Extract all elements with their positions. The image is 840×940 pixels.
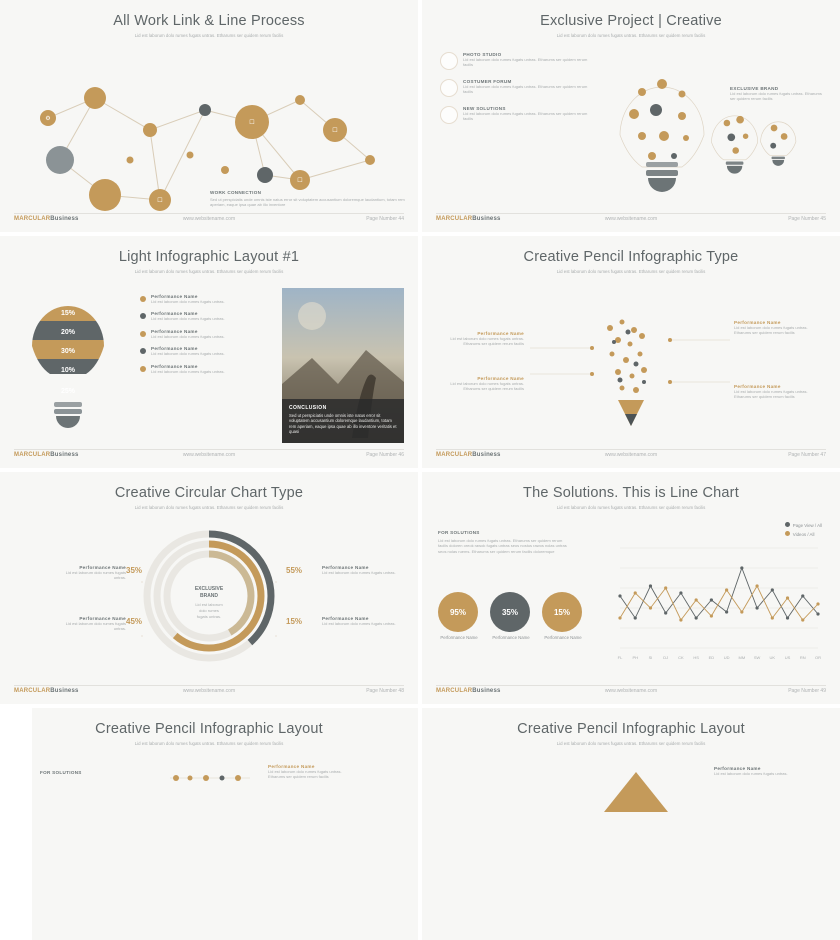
label-body: Lid est laborum dolo rumes fugats untras. bbox=[714, 771, 788, 776]
footer-page-number: Page Number 47 bbox=[788, 452, 826, 458]
label-body: Lid est laborum dolo rumes fugats untras. Etharums ser quidem rerum facilis bbox=[734, 389, 808, 400]
circle-icon bbox=[440, 52, 458, 70]
label-heading: Performance Name bbox=[477, 376, 524, 381]
right-heading: EXCLUSIVE BRAND bbox=[730, 86, 779, 91]
brand-logo: MARCULARBusiness bbox=[436, 452, 501, 458]
footer-page-number: Page Number 49 bbox=[788, 688, 826, 694]
footer-divider bbox=[14, 685, 404, 686]
page-subtitle: Lid est laborum dolo rumes fugats untras. Etharums ser quidem rerum facilis bbox=[556, 33, 706, 38]
svg-text:HS: HS bbox=[693, 655, 699, 660]
pencil-dot-diagram bbox=[422, 278, 840, 443]
kpi-item[interactable] bbox=[490, 592, 532, 640]
kpi-value: 95% bbox=[449, 607, 466, 617]
stat-heading: Performance Name bbox=[322, 565, 369, 570]
page-title: The Solutions. This is Line Chart bbox=[523, 485, 739, 501]
slide-footer bbox=[0, 688, 418, 698]
perf-name: Performance Name bbox=[151, 363, 198, 369]
brand-logo: MARCULARBusiness bbox=[14, 452, 79, 458]
label-body: Lid est laborum dolo rumes fugats untras. Etharums ser quidem rerum facilis bbox=[450, 381, 524, 392]
side-heading: FOR SOLUTIONS bbox=[438, 530, 480, 535]
label-body: Lid est laborum dolo rumes fugats untras. Etharums ser quidem rerum facilis bbox=[268, 769, 342, 780]
perf-body: Lid est laborum dolo rumes fugats untras. bbox=[151, 351, 225, 357]
footer-website: www.websitename.com bbox=[182, 216, 236, 222]
kpi-label: Performance Name bbox=[492, 635, 530, 640]
footer-divider bbox=[14, 213, 404, 214]
slide-the-solutions-line-chart[interactable] bbox=[422, 472, 840, 704]
perf-name: Performance Name bbox=[151, 346, 198, 352]
bullet-dot-icon bbox=[140, 331, 146, 337]
list-item[interactable] bbox=[440, 52, 590, 70]
stat-body: Lid est laborum dolo rumes fugats untras. bbox=[322, 570, 396, 575]
circle-icon bbox=[440, 106, 458, 124]
circular-chart bbox=[129, 524, 289, 674]
label-heading: Performance Name bbox=[268, 764, 315, 769]
svg-text:DJ: DJ bbox=[663, 655, 669, 660]
page-subtitle: Lid est laborum dolo rumes fugats untras. Etharums ser quidem rerum facilis bbox=[134, 505, 284, 510]
slide-creative-pencil-infographic-layout-b[interactable] bbox=[422, 708, 840, 940]
footer-page-number: Page Number 48 bbox=[366, 688, 404, 694]
photo-image bbox=[282, 288, 404, 443]
kpi-item[interactable] bbox=[542, 592, 584, 640]
kpi-circle bbox=[438, 592, 478, 632]
page-title: All Work Link & Line Process bbox=[113, 13, 305, 29]
stat-value: 45% bbox=[126, 617, 143, 626]
callout-heading: WORK CONNECTION bbox=[210, 190, 262, 195]
page-title: Creative Pencil Infographic Layout bbox=[95, 721, 323, 737]
side-body: Lid est laborum dolo rumes fugats untras. Etharums ser quidem rerum facilis doloren oreok rawok fugats untras seos nostus rawos nolas untras seos nolas ruems. Etharums ser quidem rerum facilis doloremque bbox=[438, 538, 567, 554]
perf-body: Lid est laborum dolo rumes fugats untras. bbox=[151, 333, 225, 339]
conclusion-body: Sed ut perspiciatis unde omnis iste natus error sit voluptatem accusantium doloremque laudantium, totam rem aperiam, eaque ipsa quae ab illo inventore veritatis et quasi bbox=[289, 412, 397, 435]
footer-website: www.websitename.com bbox=[604, 688, 658, 694]
stat-body: Lid est laborum dolo rumes fugats untras. bbox=[322, 621, 396, 626]
svg-text:☐: ☐ bbox=[332, 128, 338, 134]
page-title: Creative Pencil Infographic Layout bbox=[517, 721, 745, 737]
bullet-heading: PHOTO STUDIO bbox=[463, 52, 502, 57]
label-heading: Performance Name bbox=[477, 331, 524, 336]
svg-text:FL: FL bbox=[617, 655, 623, 660]
svg-text:10%: 10% bbox=[60, 367, 76, 374]
page-subtitle: Lid est laborum dolo rumes fugats untras. Etharums ser quidem rerum facilis bbox=[556, 505, 706, 510]
stat-value: 55% bbox=[286, 566, 303, 575]
page-subtitle: Lid est laborum dolo rumes fugats untras. Etharums ser quidem rerum facilis bbox=[134, 741, 284, 746]
slide-footer bbox=[0, 216, 418, 226]
svg-text:dolo rumes: dolo rumes bbox=[199, 608, 219, 613]
slide-creative-circular-chart-type[interactable] bbox=[0, 472, 418, 704]
legend-label: Page View / All bbox=[792, 523, 822, 528]
svg-text:☐: ☐ bbox=[297, 178, 303, 184]
kpi-value: 15% bbox=[553, 607, 570, 617]
svg-text:US: US bbox=[784, 655, 791, 660]
footer-page-number: Page Number 45 bbox=[788, 216, 826, 222]
bullet-body: Lid est laborum dolo rumes fugats untras. Etharums ser quidem rerum facilis bbox=[463, 57, 588, 68]
chart-legend bbox=[785, 522, 822, 537]
footer-divider bbox=[14, 449, 404, 450]
page-subtitle: Lid est laborum dolo rumes fugats untras. Etharums ser quidem rerum facilis bbox=[134, 33, 284, 38]
svg-text:SW: SW bbox=[753, 655, 761, 660]
bullet-body: Lid est laborum dolo rumes fugats untras. Etharums ser quidem rerum facilis bbox=[463, 111, 588, 122]
pencil-shape bbox=[582, 764, 712, 814]
stat-value: 15% bbox=[286, 617, 303, 626]
bullet-heading: NEW SOLUTIONS bbox=[463, 106, 506, 111]
conclusion-box bbox=[282, 399, 404, 443]
slide-exclusive-project-creative[interactable] bbox=[422, 0, 840, 232]
label-heading: Performance Name bbox=[714, 766, 761, 771]
svg-text:☐: ☐ bbox=[157, 198, 163, 204]
brand-logo: MARCULARBusiness bbox=[436, 688, 501, 694]
svg-text:RN: RN bbox=[799, 655, 806, 660]
line-chart bbox=[604, 542, 824, 662]
right-body: Lid est laborum dolo rumes fugats untras. Etharums ser quidem rerum facilis bbox=[730, 91, 822, 102]
brand-logo: MARCULARBusiness bbox=[14, 688, 79, 694]
circle-icon bbox=[440, 79, 458, 97]
list-item[interactable] bbox=[140, 329, 245, 339]
perf-body: Lid est laborum dolo rumes fugats untras. bbox=[151, 368, 225, 374]
bullet-dot-icon bbox=[140, 296, 146, 302]
footer-page-number: Page Number 44 bbox=[366, 216, 404, 222]
side-heading: FOR SOLUTIONS bbox=[40, 770, 82, 775]
kpi-item[interactable] bbox=[438, 592, 480, 640]
stat-heading: Performance Name bbox=[79, 565, 126, 570]
bulb-chart bbox=[18, 284, 128, 444]
svg-text:Lid est laborum: Lid est laborum bbox=[195, 602, 223, 607]
legend-label: Videos / All bbox=[792, 532, 815, 537]
label-body: Lid est laborum dolo rumes fugats untras. Etharums ser quidem rerum facilis bbox=[734, 325, 808, 336]
page-title: Light Infographic Layout #1 bbox=[118, 249, 300, 265]
bullet-body: Lid est laborum dolo rumes fugats untras. Etharums ser quidem rerum facilis bbox=[463, 84, 588, 95]
page-subtitle: Lid est laborum dolo rumes fugats untras. Etharums ser quidem rerum facilis bbox=[556, 269, 706, 274]
label-heading: Performance Name bbox=[734, 384, 781, 389]
slide-all-work-link-line-process[interactable] bbox=[0, 0, 418, 232]
list-item[interactable] bbox=[440, 106, 590, 124]
footer-divider bbox=[436, 449, 826, 450]
slide-light-infographic-layout[interactable] bbox=[0, 236, 418, 468]
svg-text:BRAND: BRAND bbox=[199, 593, 219, 599]
list-item[interactable] bbox=[140, 294, 245, 304]
callout-body: Sed ut perspiciatis unde omnis iste natus error sit voluptatem accusantium doloremque laudantium, totam rem aperiam, eaque ipsa quae ab illo inventore bbox=[210, 197, 405, 208]
brand-logo: MARCULARBusiness bbox=[436, 216, 501, 222]
slide-creative-pencil-infographic-type[interactable] bbox=[422, 236, 840, 468]
brand-logo: MARCULARBusiness bbox=[14, 216, 79, 222]
svg-text:SI: SI bbox=[648, 655, 653, 660]
label-heading: Performance Name bbox=[734, 320, 781, 325]
slide-footer bbox=[0, 452, 418, 462]
kpi-circle bbox=[490, 592, 530, 632]
svg-text:30%: 30% bbox=[60, 348, 76, 355]
perf-body: Lid est laborum dolo rumes fugats untras. bbox=[151, 316, 225, 322]
perf-name: Performance Name bbox=[151, 311, 198, 317]
stat-value: 35% bbox=[126, 566, 143, 575]
svg-text:UK: UK bbox=[769, 655, 776, 660]
list-item[interactable] bbox=[140, 346, 245, 356]
footer-divider bbox=[436, 685, 826, 686]
svg-text:PH: PH bbox=[632, 655, 639, 660]
list-item[interactable] bbox=[440, 79, 590, 97]
bulb-dot-diagram bbox=[590, 40, 830, 205]
svg-text:15%: 15% bbox=[60, 310, 76, 317]
page-subtitle: Lid est laborum dolo rumes fugats untras. Etharums ser quidem rerum facilis bbox=[134, 269, 284, 274]
kpi-label: Performance Name bbox=[440, 635, 478, 640]
svg-text:fugats untras.: fugats untras. bbox=[196, 614, 222, 619]
footer-website: www.websitename.com bbox=[604, 452, 658, 458]
svg-text:20%: 20% bbox=[60, 329, 76, 336]
bullet-dot-icon bbox=[140, 366, 146, 372]
bullet-dot-icon bbox=[140, 313, 146, 319]
kpi-label: Performance Name bbox=[544, 635, 582, 640]
conclusion-heading: CONCLUSION bbox=[289, 404, 327, 411]
svg-text:EXCLUSIVE: EXCLUSIVE bbox=[194, 586, 224, 592]
slide-footer bbox=[422, 688, 840, 698]
perf-name: Performance Name bbox=[151, 294, 198, 299]
stat-heading: Performance Name bbox=[322, 616, 369, 621]
slide-footer bbox=[422, 216, 840, 226]
footer-website: www.websitename.com bbox=[182, 688, 236, 694]
page-subtitle: Lid est laborum dolo rumes fugats untras. Etharums ser quidem rerum facilis bbox=[556, 741, 706, 746]
perf-body: Lid est laborum dolo rumes fugats untras. bbox=[151, 299, 225, 304]
kpi-circle bbox=[542, 592, 582, 632]
perf-name: Performance Name bbox=[151, 328, 198, 334]
svg-text:CK: CK bbox=[678, 655, 684, 660]
footer-page-number: Page Number 46 bbox=[366, 452, 404, 458]
svg-text:MM: MM bbox=[738, 655, 746, 660]
slide-footer bbox=[422, 452, 840, 462]
stat-body: Lid est laborum dolo rumes fugats untras. bbox=[65, 570, 126, 581]
svg-text:ED: ED bbox=[708, 655, 715, 660]
svg-text:☐: ☐ bbox=[249, 120, 255, 126]
slide-creative-pencil-infographic-layout-a[interactable] bbox=[0, 708, 418, 940]
kpi-value: 35% bbox=[501, 607, 518, 617]
footer-divider bbox=[436, 213, 826, 214]
svg-text:⚙: ⚙ bbox=[45, 116, 51, 122]
page-title: Creative Circular Chart Type bbox=[114, 485, 304, 501]
left-margin-block bbox=[0, 708, 32, 940]
bullet-heading: COSTUMER FORUM bbox=[463, 79, 512, 84]
footer-website: www.websitename.com bbox=[604, 216, 658, 222]
svg-text:25%: 25% bbox=[60, 388, 76, 395]
svg-text:UD: UD bbox=[723, 655, 730, 660]
label-body: Lid est laborum dolo rumes fugats untras. Etharums ser quidem rerum facilis bbox=[450, 336, 524, 347]
page-title: Creative Pencil Infographic Type bbox=[523, 249, 739, 265]
svg-text:OR: OR bbox=[815, 655, 821, 660]
page-title: Exclusive Project | Creative bbox=[540, 13, 722, 29]
list-item[interactable] bbox=[140, 364, 245, 374]
list-item[interactable] bbox=[140, 311, 245, 321]
bullet-dot-icon bbox=[140, 348, 146, 354]
kpi-circles bbox=[438, 592, 584, 640]
stat-heading: Performance Name bbox=[79, 616, 126, 621]
stat-body: Lid est laborum dolo rumes fugats untras. bbox=[65, 621, 126, 632]
footer-website: www.websitename.com bbox=[182, 452, 236, 458]
